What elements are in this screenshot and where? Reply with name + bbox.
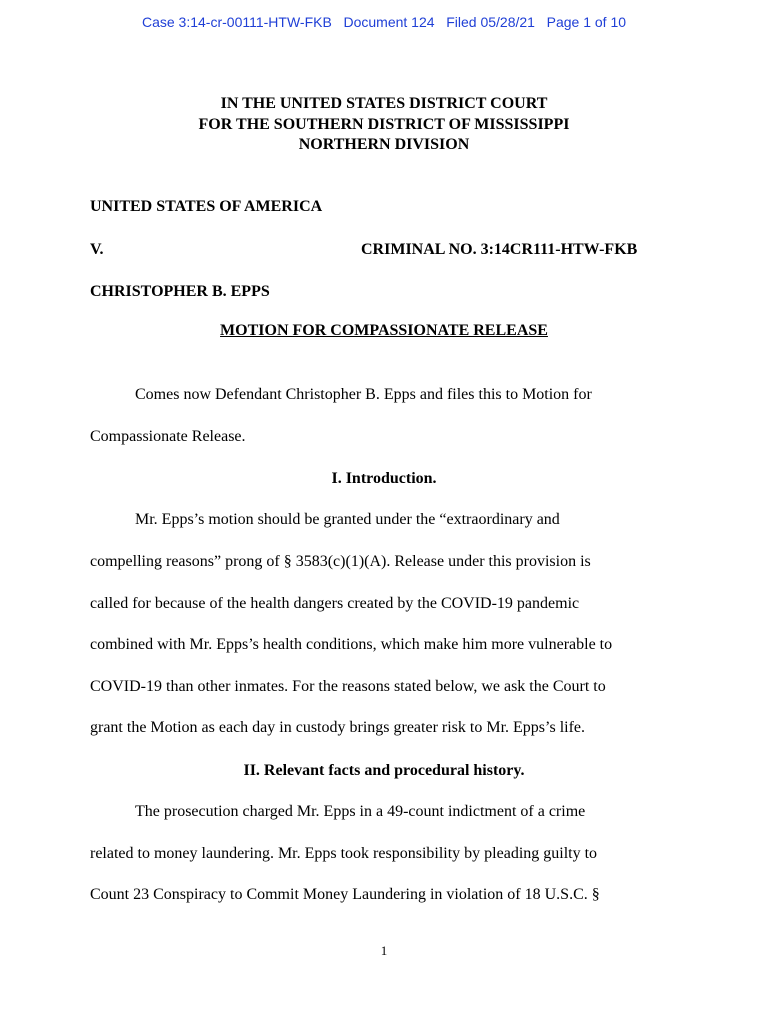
- section-heading-introduction: I. Introduction.: [331, 470, 437, 487]
- paragraph-line: COVID-19 than other inmates. For the reasons stated below, we ask the Court to: [90, 678, 606, 695]
- paragraph-line: Comes now Defendant Christopher B. Epps and files this to Motion for: [135, 386, 592, 403]
- paragraph-line: Count 23 Conspiracy to Commit Money Laundering in violation of 18 U.S.C. §: [90, 886, 600, 903]
- court-heading-line: IN THE UNITED STATES DISTRICT COURT: [220, 95, 548, 112]
- court-heading-line: NORTHERN DIVISION: [298, 136, 470, 153]
- caption-defendant: CHRISTOPHER B. EPPS: [90, 283, 270, 300]
- paragraph-line: combined with Mr. Epps’s health conditions, which make him more vulnerable to: [90, 636, 613, 653]
- paragraph-line: related to money laundering. Mr. Epps took responsibility by pleading guilty to: [90, 845, 598, 862]
- caption-plaintiff: UNITED STATES OF AMERICA: [90, 198, 323, 215]
- paragraph-line: Compassionate Release.: [90, 428, 246, 445]
- caption-versus: V.: [90, 241, 104, 258]
- court-heading-line: FOR THE SOUTHERN DISTRICT OF MISSISSIPPI: [198, 115, 570, 133]
- paragraph-line: The prosecution charged Mr. Epps in a 49-count indictment of a crime: [135, 803, 586, 820]
- court-heading: [0, 94, 768, 156]
- case-number: CRIMINAL NO. 3:14CR111-HTW-FKB: [361, 241, 638, 258]
- paragraph-line: compelling reasons” prong of § 3583(c)(1)(A). Release under this provision is: [90, 553, 591, 570]
- section-heading-facts: II. Relevant facts and procedural history.: [243, 762, 525, 779]
- page-number: 1: [380, 943, 388, 958]
- paragraph-line: Mr. Epps’s motion should be granted under the “extraordinary and: [135, 511, 560, 528]
- court-filing-stamp: Case 3:14-cr-00111-HTW-FKB Document 124 Filed 05/28/21 Page 1 of 10: [141, 14, 627, 30]
- paragraph-line: grant the Motion as each day in custody brings greater risk to Mr. Epps’s life.: [90, 719, 586, 736]
- paragraph-line: called for because of the health dangers created by the COVID-19 pandemic: [90, 595, 580, 612]
- document-title: MOTION FOR COMPASSIONATE RELEASE: [220, 322, 548, 339]
